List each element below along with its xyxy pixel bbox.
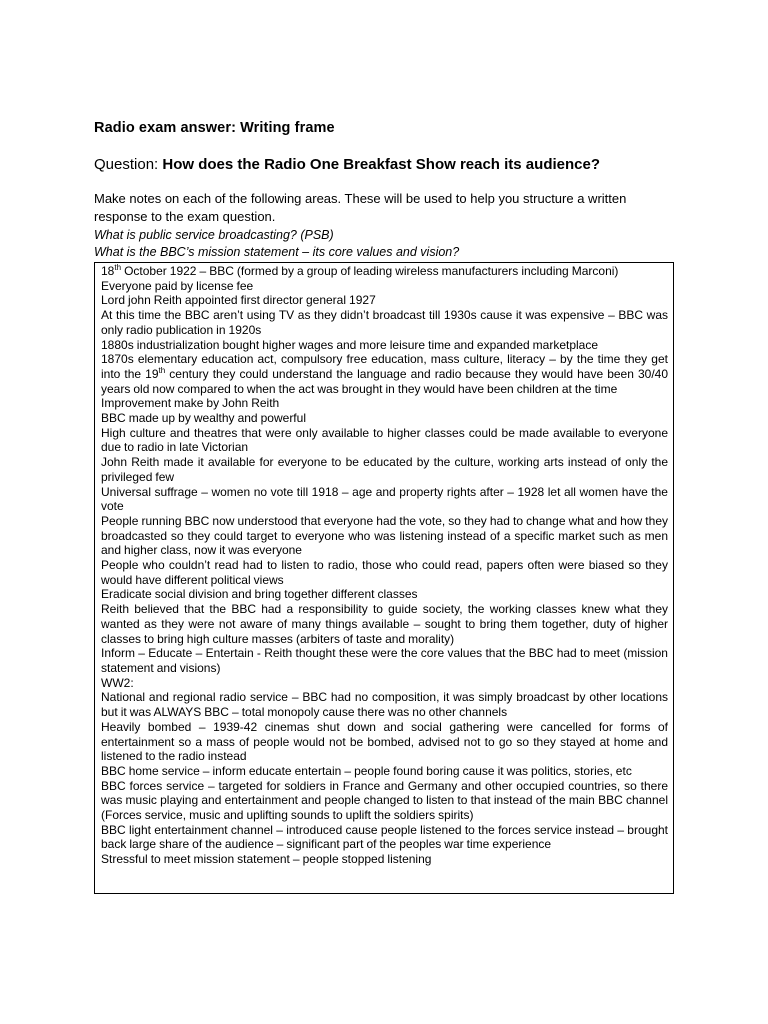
note-line	[101, 338, 668, 353]
note-text: BBC light entertainment channel – introduced cause people listened to the forces service instead – brought back large share of the audience – significant part of the peoples war time experience	[101, 822, 668, 852]
note-line	[101, 514, 668, 558]
note-text: John Reith made it available for everyone to be educated by the culture, working arts instead of only the privileged few	[101, 455, 668, 484]
note-line	[101, 426, 668, 455]
note-line	[101, 587, 668, 602]
note-line	[101, 352, 668, 396]
note-text: 1870s elementary education act, compulsory free education, mass culture, literacy – by the time they get into the 19	[101, 352, 668, 381]
note-line	[101, 720, 668, 764]
note-line	[101, 264, 668, 279]
prompt-mission-statement: What is the BBC’s mission statement – its core values and vision?	[94, 245, 460, 259]
notes-box	[94, 262, 674, 894]
note-text: BBC made up by wealthy and powerful	[101, 411, 306, 426]
note-text-continued: October 1922 – BBC (formed by a group of leading wireless manufacturers including Marconi)	[121, 264, 619, 278]
note-text: Stressful to meet mission statement – people stopped listening	[101, 852, 432, 867]
note-text: Improvement make by John Reith	[101, 396, 280, 411]
note-line	[101, 396, 668, 411]
note-text-continued: century they could understand the language and radio because they would have been 30/40 years old now compared to when the act was brought in they would have been children at the time	[101, 366, 668, 396]
document-title: Radio exam answer: Writing frame	[94, 120, 335, 136]
prompt-psb: What is public service broadcasting? (PSB)	[94, 228, 334, 242]
note-text: High culture and theatres that were only available to higher classes could be made available to everyone due to radio in late Victorian	[101, 425, 668, 455]
note-text: National and regional radio service – BBC had no composition, it was simply broadcast by other locations but it was ALWAYS BBC – total monopoly cause there was no other channels	[101, 690, 668, 720]
note-line	[101, 308, 668, 337]
note-line	[101, 764, 668, 779]
note-line	[101, 823, 668, 852]
note-text: At this time the BBC aren’t using TV as they didn’t broadcast till 1930s cause it was expensive – BBC was only radio publication in 1920s	[101, 308, 668, 337]
note-text: Heavily bombed – 1939-42 cinemas shut down and social gathering were cancelled for forms of entertainment so a mass of people would not be bombed, advised not to go so they stayed at home and listened to the radio instead	[101, 719, 668, 764]
note-line	[101, 411, 668, 426]
note-line	[101, 602, 668, 646]
ordinal-suffix: th	[158, 365, 166, 375]
note-text: BBC home service – inform educate entertain – people found boring cause it was politics, stories, etc	[101, 763, 632, 778]
note-line	[101, 690, 668, 719]
note-line	[101, 676, 668, 691]
question-line	[94, 156, 600, 173]
note-text: Universal suffrage – women no vote till 1918 – age and property rights after – 1928 let all women have the vote	[101, 484, 668, 514]
note-text: Eradicate social division and bring together different classes	[101, 587, 418, 602]
note-line	[101, 646, 668, 675]
note-text: 1880s industrialization bought higher wages and more leisure time and expanded marketplace	[101, 337, 599, 352]
question-label: Question:	[94, 156, 159, 173]
note-text: WW2:	[101, 675, 134, 690]
question-text: How does the Radio One Breakfast Show reach its audience?	[162, 156, 600, 173]
note-line	[101, 455, 668, 484]
note-text: People running BBC now understood that everyone had the vote, so they had to change what and how they broadcasted so they could target to everyone who was listening instead of a specific market such as men and higher class, now it was everyone	[101, 513, 668, 558]
notes-list	[101, 264, 668, 867]
note-line	[101, 779, 668, 823]
intro-paragraph: Make notes on each of the following areas. These will be used to help you structure a written response to the exam question.	[94, 191, 627, 224]
ordinal-suffix: th	[114, 263, 122, 272]
note-line	[101, 485, 668, 514]
note-text: Reith believed that the BBC had a responsibility to guide society, the working classes knew what they wanted as they were not aware of many things available – sought to bring them together, duty of higher classes to bring high culture masses (arbiters of taste and morality)	[101, 602, 668, 646]
note-text: BBC forces service – targeted for soldiers in France and Germany and other occupied countries, so there was music playing and entertainment and people changed to listen to that instead of the main BBC channel (Forces service, music and uplifting sounds to uplift the soldiers spirits)	[101, 778, 668, 823]
note-line	[101, 293, 668, 308]
note-line	[101, 558, 668, 587]
note-text: Everyone paid by license fee	[101, 278, 254, 293]
note-text: Lord john Reith appointed first director general 1927	[101, 293, 376, 308]
note-text: 18	[101, 264, 115, 278]
note-text: Inform – Educate – Entertain - Reith thought these were the core values that the BBC had to meet (mission statement and visions)	[101, 646, 668, 675]
note-line	[101, 852, 668, 867]
note-line	[101, 279, 668, 294]
note-text: People who couldn’t read had to listen to radio, those who could read, papers often were biased so they would have different political views	[101, 558, 668, 587]
